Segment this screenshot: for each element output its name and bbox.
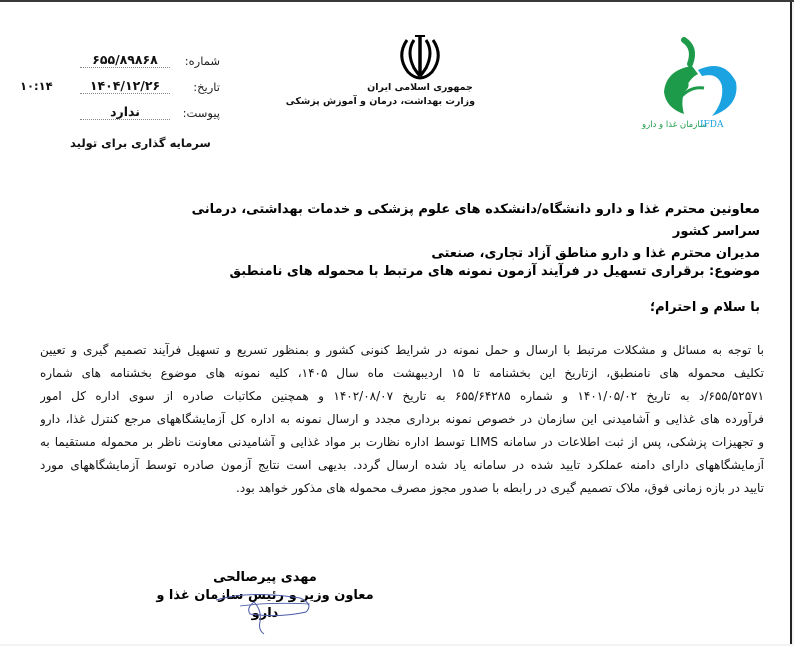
number-label: شماره: — [184, 54, 220, 68]
body-line: آزمایشگاههای دارای دامنه عملکرد تایید شده در سامانه یاد شده ارسال گردد. بدیهی است نتایج آزمون صادره توسط آزمایشگاههای مورد — [40, 458, 764, 472]
date-row — [20, 80, 220, 106]
body-line: تکلیف محموله های نامنطبق، ازتاریخ این بخشنامه تا ۱۵ اردیبهشت ماه سال ۱۴۰۵، کلیه نمونه های موضوع بخشنامه های شماره — [40, 366, 764, 380]
body-line: فرآورده های غذایی و آشامیدنی این سازمان در خصوص نمونه برداری مجدد و ارسال نمونه به اداره کل آزمایشگاههای مرجع کنترل غذا، دارو — [40, 412, 764, 426]
year-slogan: سرمایه گذاری برای تولید — [70, 136, 211, 150]
ifda-logo — [640, 30, 760, 140]
letter-body — [40, 339, 764, 500]
letter-page — [0, 2, 792, 644]
ministry-header — [285, 32, 475, 107]
body-line: ۶۵۵/۵۲۵۷۱/د به تاریخ ۱۴۰۱/۰۵/۰۲ و شماره ۶۵۵/۶۴۲۸۵ به تاریخ ۱۴۰۲/۰۸/۰۷ و همچنین مکاتبات صادره از سوی اداره کل امور — [40, 389, 764, 403]
ifda-persian-name: سازمان غذا و دارو — [642, 120, 708, 130]
letter-date: ۱۴۰۴/۱۲/۲۶ — [80, 78, 170, 94]
number-row — [20, 54, 220, 80]
addressees — [160, 199, 760, 265]
iran-emblem-icon — [394, 32, 446, 80]
republic-title: جمهوری اسلامی ایران — [367, 82, 473, 93]
attachment-value: ندارد — [80, 104, 170, 120]
ifda-english-name: IFDA — [700, 120, 724, 130]
letter-number: ۶۵۵/۸۹۸۶۸ — [80, 52, 170, 68]
letter-meta — [20, 54, 220, 132]
ifda-logo-icon — [640, 30, 760, 120]
body-line: و تجهیزات پزشکی، پس از ثبت اطلاعات در سامانه LIMS توسط اداره نظارت بر مواد غذایی و آشامیدنی معاونت ناظر بر محموله مستقیما به — [40, 435, 764, 449]
letter-time: ۱۰:۱۴ — [20, 79, 53, 93]
body-line: با توجه به مسائل و مشکلات مرتبط با ارسال و حمل نمونه در شرایط کنونی کشور و بمنظور تسریع و تسهیل فرآیند تصمیم گیری و تعیین — [40, 343, 764, 357]
attachment-row — [20, 106, 220, 132]
signatory-name: مهدی پیرصالحی — [213, 570, 317, 585]
attachment-label: پیوست: — [182, 106, 220, 120]
addressee-line: معاونین محترم غذا و دارو دانشگاه/دانشکده های علوم پزشکی و خدمات بهداشتی، درمانی سراسر کشور — [191, 202, 760, 239]
body-line: تایید در بازه زمانی فوق، ملاک تصمیم گیری در رابطه با صدور مجوز مصرف محموله های مذکور خواهد بود. — [236, 481, 764, 495]
date-label: تاریخ: — [193, 80, 220, 94]
letter-greeting: با سلام و احترام؛ — [649, 300, 760, 315]
signatory-title: معاون وزیر و رئیس سازمان غذا و دارو — [156, 588, 374, 621]
ministry-title: وزارت بهداشت، درمان و آموزش پزشکی — [285, 96, 475, 107]
addressee-line: مدیران محترم غذا و دارو مناطق آزاد تجاری، صنعتی — [431, 246, 760, 261]
letter-subject: موضوع: برقراری تسهیل در فرآیند آزمون نمونه های مرتبط با محموله های نامنطبق — [229, 264, 760, 279]
handwritten-signature-icon — [210, 592, 320, 636]
